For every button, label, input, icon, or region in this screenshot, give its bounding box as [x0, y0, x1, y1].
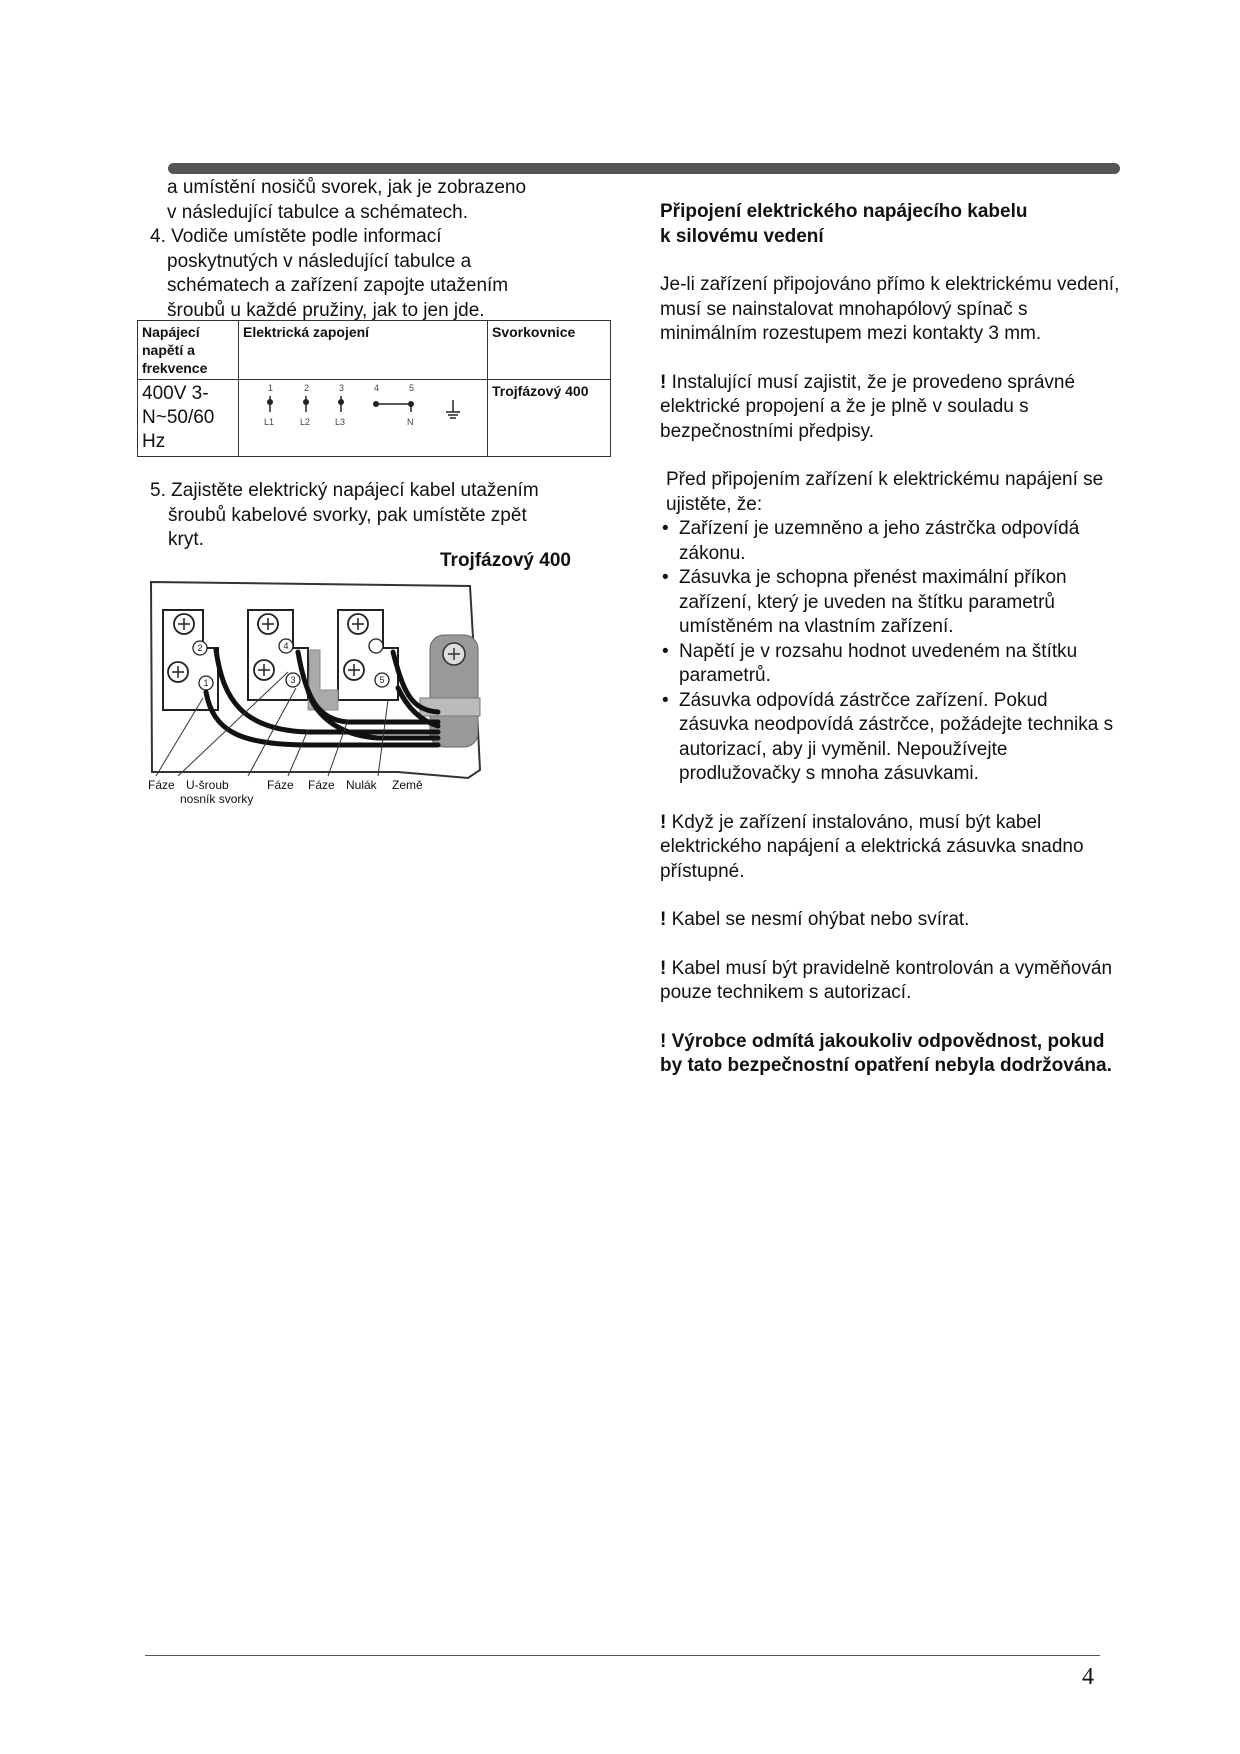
terminal-number: 3	[290, 675, 296, 685]
step-4	[130, 225, 620, 250]
schema-number: 2	[304, 383, 310, 393]
step-number: 5.	[150, 480, 166, 501]
step-text: šroubů u každé pružiny, jak to jen jde.	[167, 299, 485, 321]
continuation-line: a umístění nosičů svorek, jak je zobrazeno	[167, 177, 527, 198]
step-text: schématech a zařízení zapojte utažením	[167, 275, 509, 296]
disclaimer-paragraph: ! Výrobce odmítá jakoukoliv odpovědnost, pokud by tato bezpečnostní opatření nebyla dodržována.	[660, 1030, 1112, 1076]
terminal-number: 4	[283, 641, 289, 651]
table-header: Svorkovnice	[488, 321, 611, 380]
right-column-text	[660, 200, 1120, 1103]
warning-icon: !	[660, 811, 667, 833]
paragraph: Před připojením zařízení k elektrickému napájení se ujistěte, že:	[666, 469, 1104, 515]
voltage-cell: 400V 3-N~50/60 Hz	[138, 380, 239, 457]
bullet-icon: •	[662, 567, 669, 588]
header-rule	[168, 163, 1120, 174]
bullet-icon: •	[662, 689, 669, 711]
step-number: 4.	[150, 226, 166, 247]
terminal-number: 2	[197, 643, 203, 653]
warning-icon: !	[660, 371, 667, 393]
warning-paragraph: ! Kabel se nesmí ohýbat nebo svírat.	[660, 909, 970, 930]
table-header: Napájecí napětí a frekvence	[138, 321, 239, 380]
schema-label: N	[407, 417, 414, 427]
step-text: 5. Zajistěte elektrický napájecí kabel utažením	[150, 480, 539, 501]
step-text: kryt.	[168, 529, 204, 550]
schema-label: L2	[300, 417, 311, 427]
label-neutral: Nulák	[346, 778, 377, 792]
table-header: Elektrická zapojení	[239, 321, 488, 380]
step-text: poskytnutých v následující tabulce a	[167, 250, 472, 272]
schema-number: 3	[339, 383, 345, 393]
continuation-line: v následující tabulce a schématech.	[167, 201, 469, 223]
step-5	[148, 479, 608, 553]
label-earth: Země	[392, 778, 423, 792]
left-column-text	[130, 176, 620, 323]
warning-icon: !	[660, 909, 667, 930]
schema-label: L1	[264, 417, 275, 427]
wiring-schema-cell	[239, 380, 488, 457]
list-item: • Napětí je v rozsahu hodnot uvedeném na štítku parametrů.	[662, 640, 1078, 686]
terminal-number: 5	[379, 675, 385, 685]
schema-number: 1	[268, 383, 274, 393]
diagram-title: Trojfázový 400	[440, 550, 571, 571]
warning-paragraph: ! Kabel musí být pravidelně kontrolován a vyměňován pouze technikem s autorizací.	[660, 957, 1113, 1003]
bullet-icon: •	[662, 518, 669, 539]
label-phase: Fáze	[148, 778, 175, 792]
warning-icon: !	[660, 1030, 667, 1052]
paragraph: Je-li zařízení připojováno přímo k elektrickému vedení, musí se nainstalovat mnohapólový spínač s minimálním rozestupem mezi kontakty 3 mm.	[660, 274, 1120, 344]
requirements-list	[660, 517, 1120, 787]
terminal-number: 1	[203, 678, 209, 688]
warning-paragraph: ! Když je zařízení instalováno, musí být kabel elektrického napájení a elektrická zásuvka snadno přístupné.	[660, 811, 1084, 882]
label-u-screw: U-šroub	[186, 778, 229, 792]
footer-rule	[145, 1655, 1100, 1656]
label-terminal-carrier: nosník svorky	[180, 792, 254, 806]
label-phase: Fáze	[267, 778, 294, 792]
warning-paragraph: ! Instalující musí zajistit, že je provedeno správné elektrické propojení a že je plně v souladu s bezpečnostními předpisy.	[660, 371, 1076, 442]
schema-label: L3	[335, 417, 346, 427]
label-phase: Fáze	[308, 778, 335, 792]
warning-icon: !	[660, 957, 667, 979]
bullet-icon: •	[662, 640, 669, 662]
list-item: • Zařízení je uzemněno a jeho zástrčka odpovídá zákonu.	[662, 518, 1080, 564]
schema-number: 5	[409, 383, 415, 393]
step-text: šroubů kabelové svorky, pak umístěte zpět	[168, 504, 527, 526]
connection-table	[137, 320, 611, 457]
page-number: 4	[1082, 1664, 1094, 1690]
wiring-schema-diagram	[243, 382, 473, 438]
schema-number: 4	[374, 383, 380, 393]
list-item: • Zásuvka odpovídá zástrčce zařízení. Pokud zásuvka neodpovídá zástrčce, požádejte technika s autorizací, aby ji vyměnil. Nepoužívejte prodlužovačky s mnoha zásuvkami.	[662, 689, 1114, 784]
terminal-cell: Trojfázový 400	[488, 380, 611, 457]
section-heading: Připojení elektrického napájecího kabelu k silovému vedení	[660, 201, 1028, 247]
step-text: Vodiče umístěte podle informací	[171, 226, 442, 247]
terminal-block-diagram	[148, 580, 488, 780]
list-item: • Zásuvka je schopna přenést maximální příkon zařízení, který je uveden na štítku parametrů umístěném na vlastním zařízení.	[662, 567, 1067, 637]
